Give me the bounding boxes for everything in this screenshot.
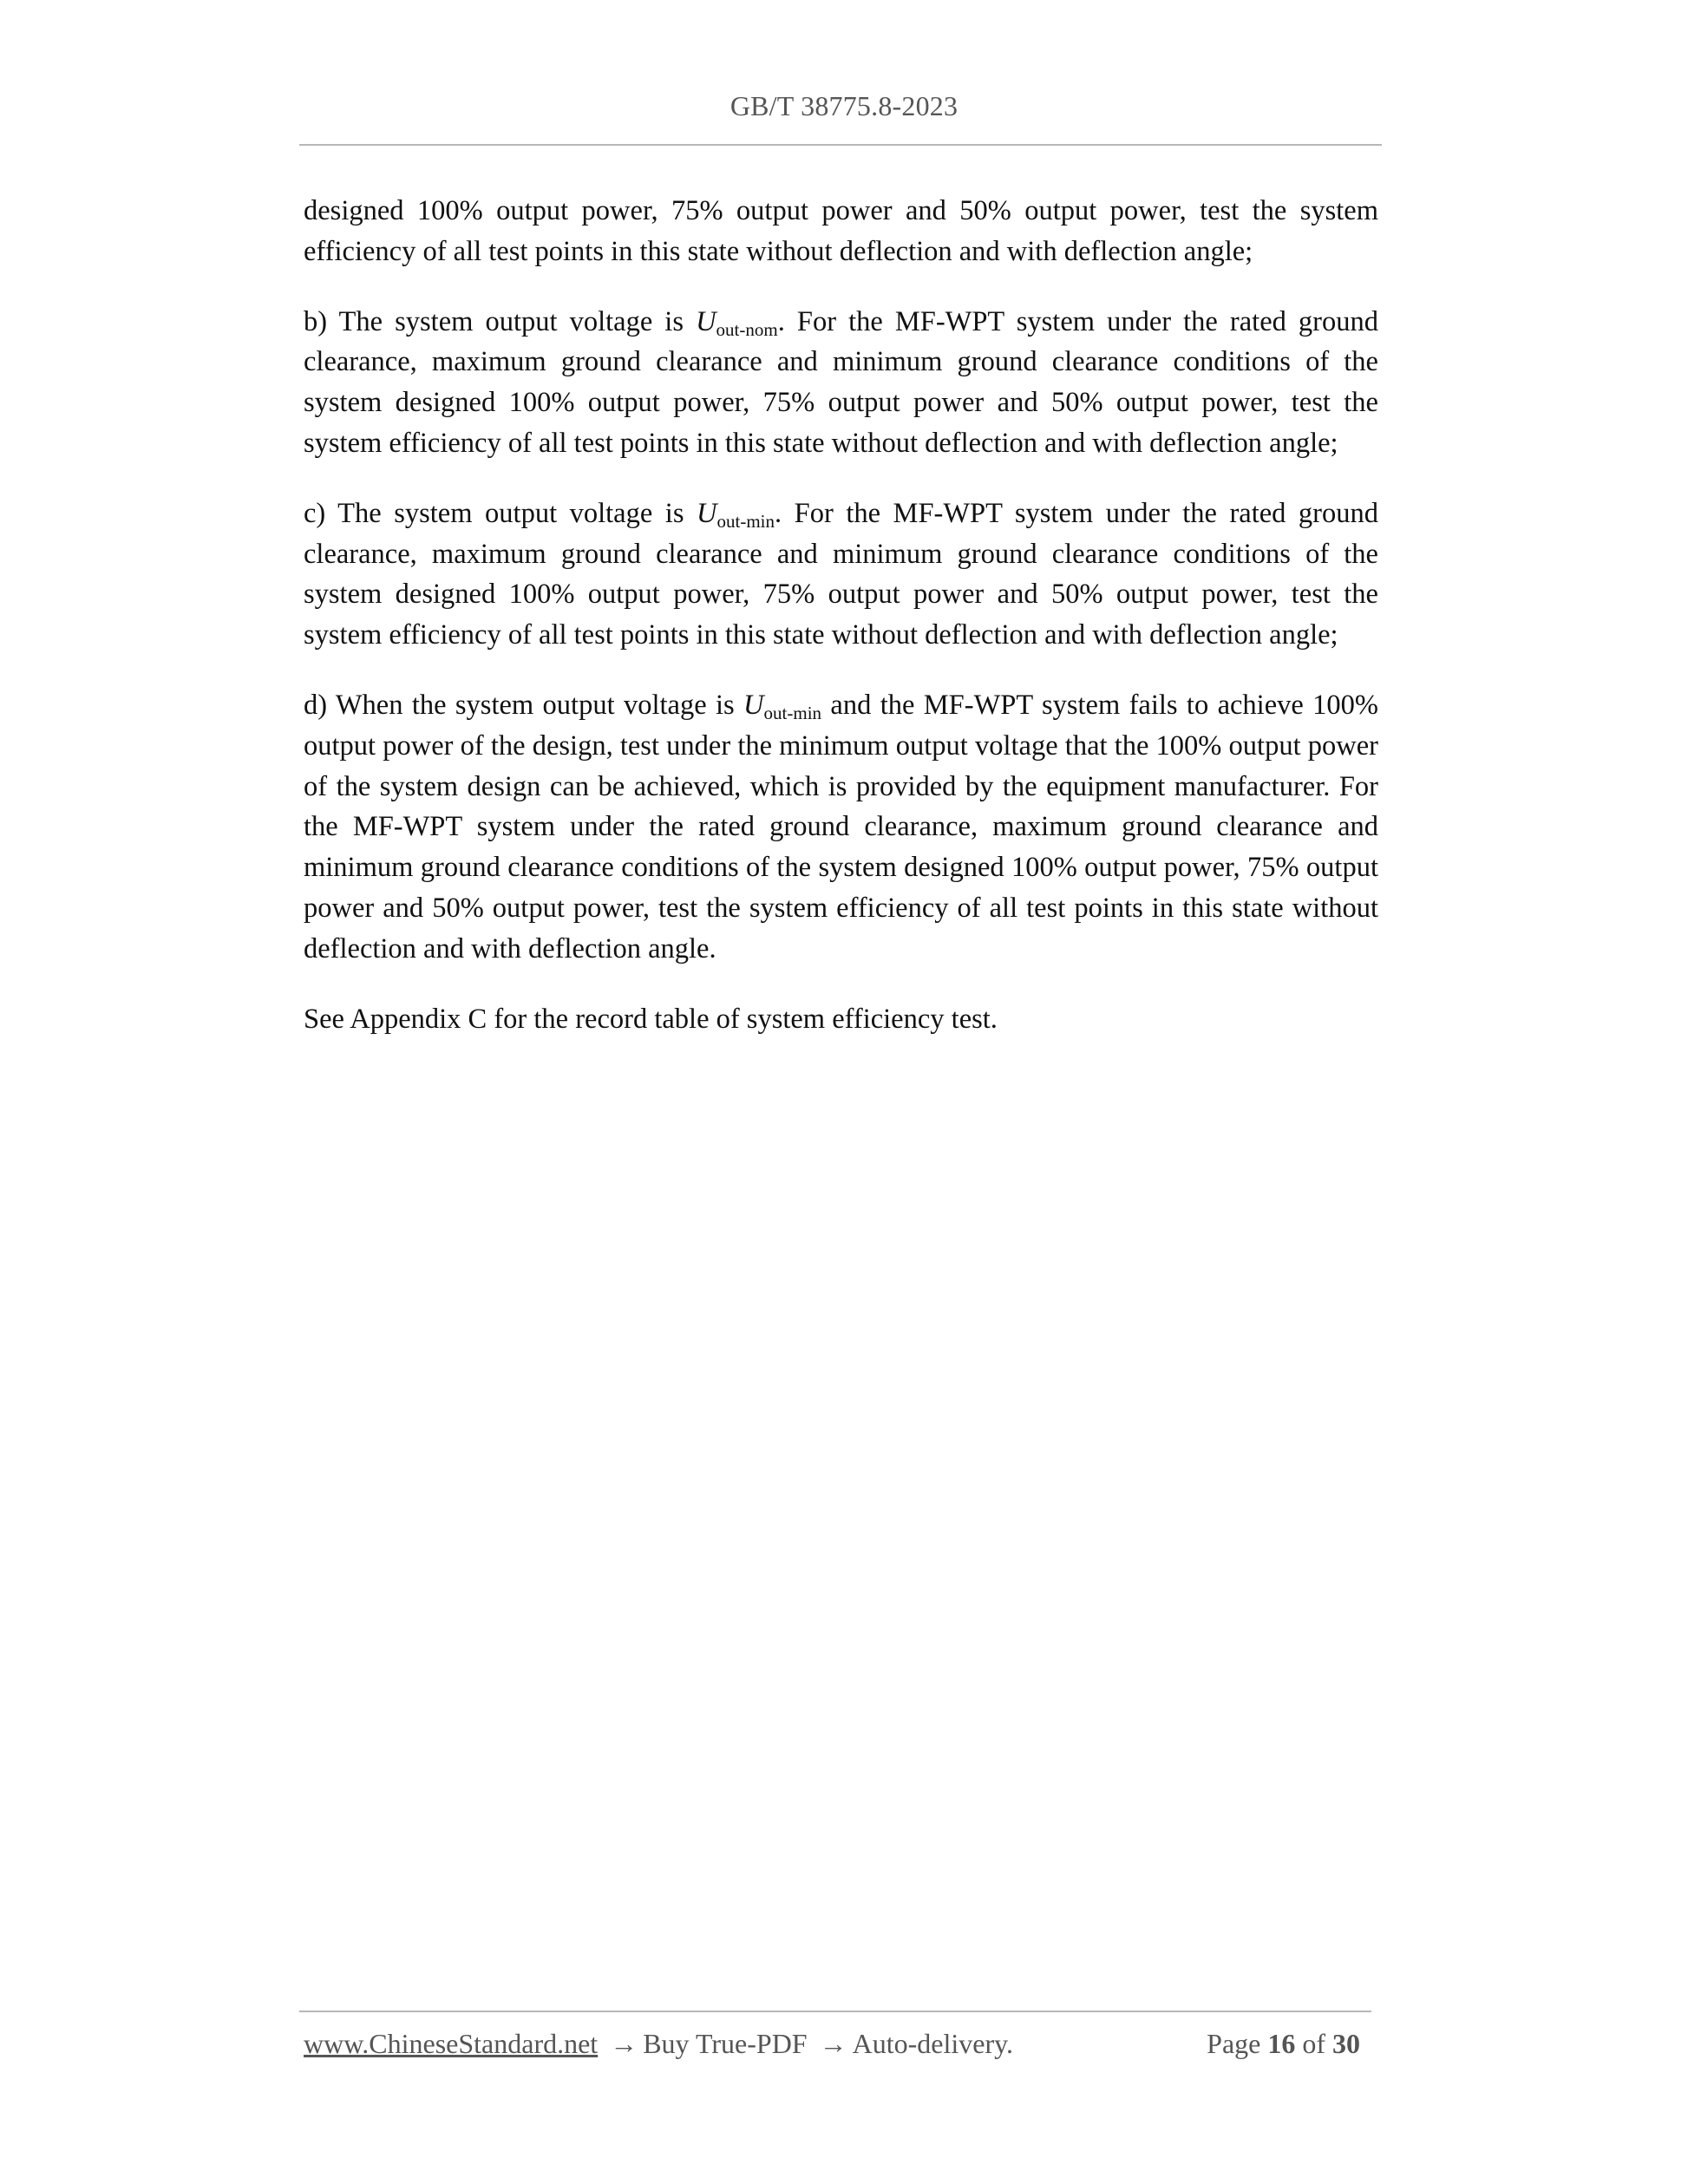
paragraph-b-text: . For the MF-WPT system under the rated ground clearance, maximum ground clearance and minimum ground clearance conditions of the system designed 100% output power, 75% output power and 50% output power, test the system efficiency of all test points in this state without deflection and with deflection angle; [304,305,1378,459]
buy-true-pdf-text: Buy True-PDF [643,2028,808,2059]
page-total: 30 [1332,2028,1360,2059]
paragraph-c [304,494,1378,656]
voltage-subscript: out-nom [716,318,778,340]
document-header-title: GB/T 38775.8-2023 [730,90,958,121]
voltage-subscript: out-min [763,702,822,723]
paragraph-b [304,302,1378,464]
paragraph-a-continuation: designed 100% output power, 75% output power and 50% output power, test the system efficiency of all test points in this state without deflection and with deflection angle; [304,195,1378,267]
paragraph-c-prefix: c) The system output voltage is [304,497,697,529]
page-of-label: of [1302,2028,1325,2059]
arrow-right-icon: → [819,2028,847,2059]
arrow-right-icon: → [610,2028,638,2059]
page-current: 16 [1267,2028,1296,2059]
document-body [304,191,1378,1069]
voltage-symbol: U [743,689,764,721]
voltage-symbol: U [697,497,717,529]
website-link[interactable]: www.ChineseStandard.net [304,2028,599,2059]
auto-delivery-text: Auto-delivery. [852,2028,1014,2059]
paragraph-d-text: and the MF-WPT system fails to achieve 100% output power of the design, test under the minimum output voltage that the 100% output power of the system design can be achieved, which is provided by the equipment manufacturer. For the MF-WPT system under the rated ground clearance, maximum ground clearance and minimum ground clearance conditions of the system designed 100% output power, 75% output power and 50% output power, test the system efficiency of all test points in this state without deflection and with deflection angle. [304,689,1378,964]
paragraph-see-appendix: See Appendix C for the record table of system efficiency test. [304,1003,998,1035]
voltage-subscript: out-min [716,510,775,532]
paragraph-d [304,685,1378,970]
paragraph-b-prefix: b) The system output voltage is [304,305,697,337]
footer-purchase-line [304,2028,1013,2060]
page-indicator [1207,2028,1367,2060]
page-label: Page [1207,2028,1261,2059]
paragraph-c-text: . For the MF-WPT system under the rated ground clearance, maximum ground clearance and minimum ground clearance conditions of the system designed 100% output power, 75% output power and 50% output power, test the system efficiency of all test points in this state without deflection and with deflection angle; [304,497,1378,651]
paragraph-d-prefix: d) When the system output voltage is [304,689,744,721]
header-divider [299,144,1382,146]
voltage-symbol: U [696,305,716,337]
footer-divider [299,2011,1371,2012]
